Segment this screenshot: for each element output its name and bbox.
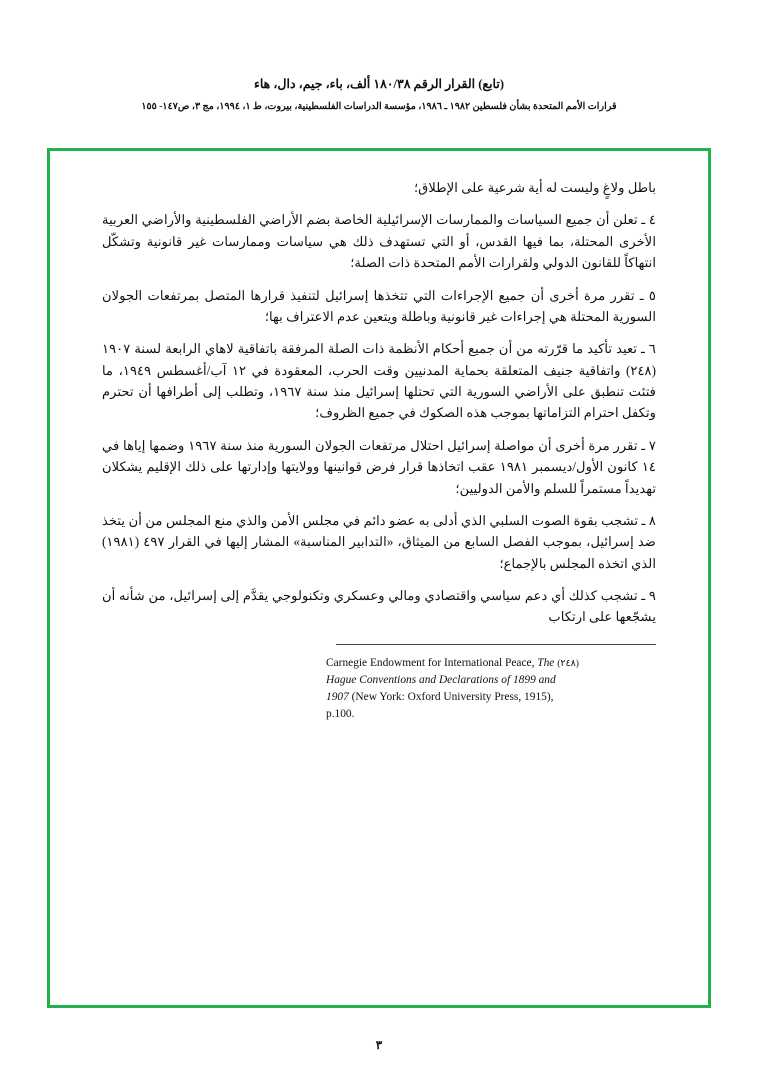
page-source-line: قرارات الأمم المتحدة بشأن فلسطين ١٩٨٢ ـ ١٩٨٦، مؤسسة الدراسات الفلسطينية، بيروت، ط ١، ١٩٩٤، مج ٣، ص١٤٧- ١٥٥ [141,101,617,112]
page-title: (تابع) القرار الرقم ١٨٠/٣٨ ألف، باء، جيم، دال، هاء [253,77,505,91]
body-text [102,177,656,628]
paragraph-clause-9: ٩ ـ تشجب كذلك أي دعم سياسي واقتصادي ومالي وعسكري وتكنولوجي يقدَّم إلى إسرائيل، من شأنه أن يشجّعها على ارتكاب [102,588,656,625]
paragraph-clause-5: ٥ ـ تقرر مرة أخرى أن جميع الإجراءات التي تتخذها إسرائيل لتنفيذ قرارها المتصل بمرتفعات الجولان السورية المحتلة هي إجراءات غير قانونية وباطلة ويتعين عدم الاعتراف بها؛ [102,287,656,324]
content-frame-inner [50,151,708,1005]
content-frame [47,148,711,1008]
page-header [0,76,758,112]
paragraph-clause-6: ٦ ـ تعيد تأكيد ما قرّرته من أن جميع أحكام الأنظمة ذات الصلة المرفقة باتفاقية لاهاي الرابعة لسنة ١٩٠٧ (٢٤٨) واتفاقية جنيف المتعلقة بحماية المدنيين وقت الحرب، المعقودة في ١٢ آب/أغسطس ١٩٤٩، ما فتئت تنطبق على الأراضي السورية التي تحتلها إسرائيل منذ سنة ١٩٦٧، وتطلب إلى أطرافها أن تحترم وتكفل احترام التزاماتها بموجب هذه الصكوك في جميع الظروف؛ [102,341,657,421]
footnote-title-part-1: The [537,656,555,669]
footnote-text-lead: Carnegie Endowment for International Peace, [326,656,538,669]
footnote-title-part-3: 1907 [326,690,349,703]
page-number: ٣ [375,1038,383,1052]
footnote-block [326,655,656,723]
paragraph-continued: باطل ولاغٍ وليست له أية شرعية على الإطلاق؛ [413,180,656,195]
footnote-title-part-2: Hague Conventions and Declarations of 1899 and [326,673,556,686]
footnote-page: p.100. [326,708,355,721]
footnote-divider [336,644,656,645]
footnote-publisher: (New York: Oxford University Press, 1915), [348,690,554,703]
paragraph-clause-4: ٤ ـ تعلن أن جميع السياسات والممارسات الإسرائيلية الخاصة بضم الأراضي الفلسطينية والأراضي العربية الأخرى المحتلة، بما فيها القدس، أو التي تستهدف ذلك هي سياسات وممارسات غير قانونية وتشكّل انتهاكاً للقانون الدولي ولقرارات الأمم المتحدة ذات الصلة؛ [102,212,656,271]
paragraph-clause-7: ٧ ـ تقرر مرة أخرى أن مواصلة إسرائيل احتلال مرتفعات الجولان السورية منذ سنة ١٩٦٧ وضمها إياها في ١٤ كانون الأول/ديسمبر ١٩٨١ عقب اتخاذها قرار فرض قوانينها وولايتها وإدارتها على ذلك الإقليم يشكلان تهديداً مستمراً للسلم والأمن الدوليين؛ [102,437,656,496]
paragraph-clause-8: ٨ ـ تشجب بقوة الصوت السلبي الذي أدلى به عضو دائم في مجلس الأمن والذي منع المجلس من أن يتخذ ضد إسرائيل، بموجب الفصل السابع من الميثاق، «التدابير المناسبة» المشار إليها في القرار ٤٩٧ (١٩٨١) الذي اتخذه المجلس بالإجماع؛ [102,512,656,571]
footnote-marker: (٢٤٨) [557,658,579,669]
